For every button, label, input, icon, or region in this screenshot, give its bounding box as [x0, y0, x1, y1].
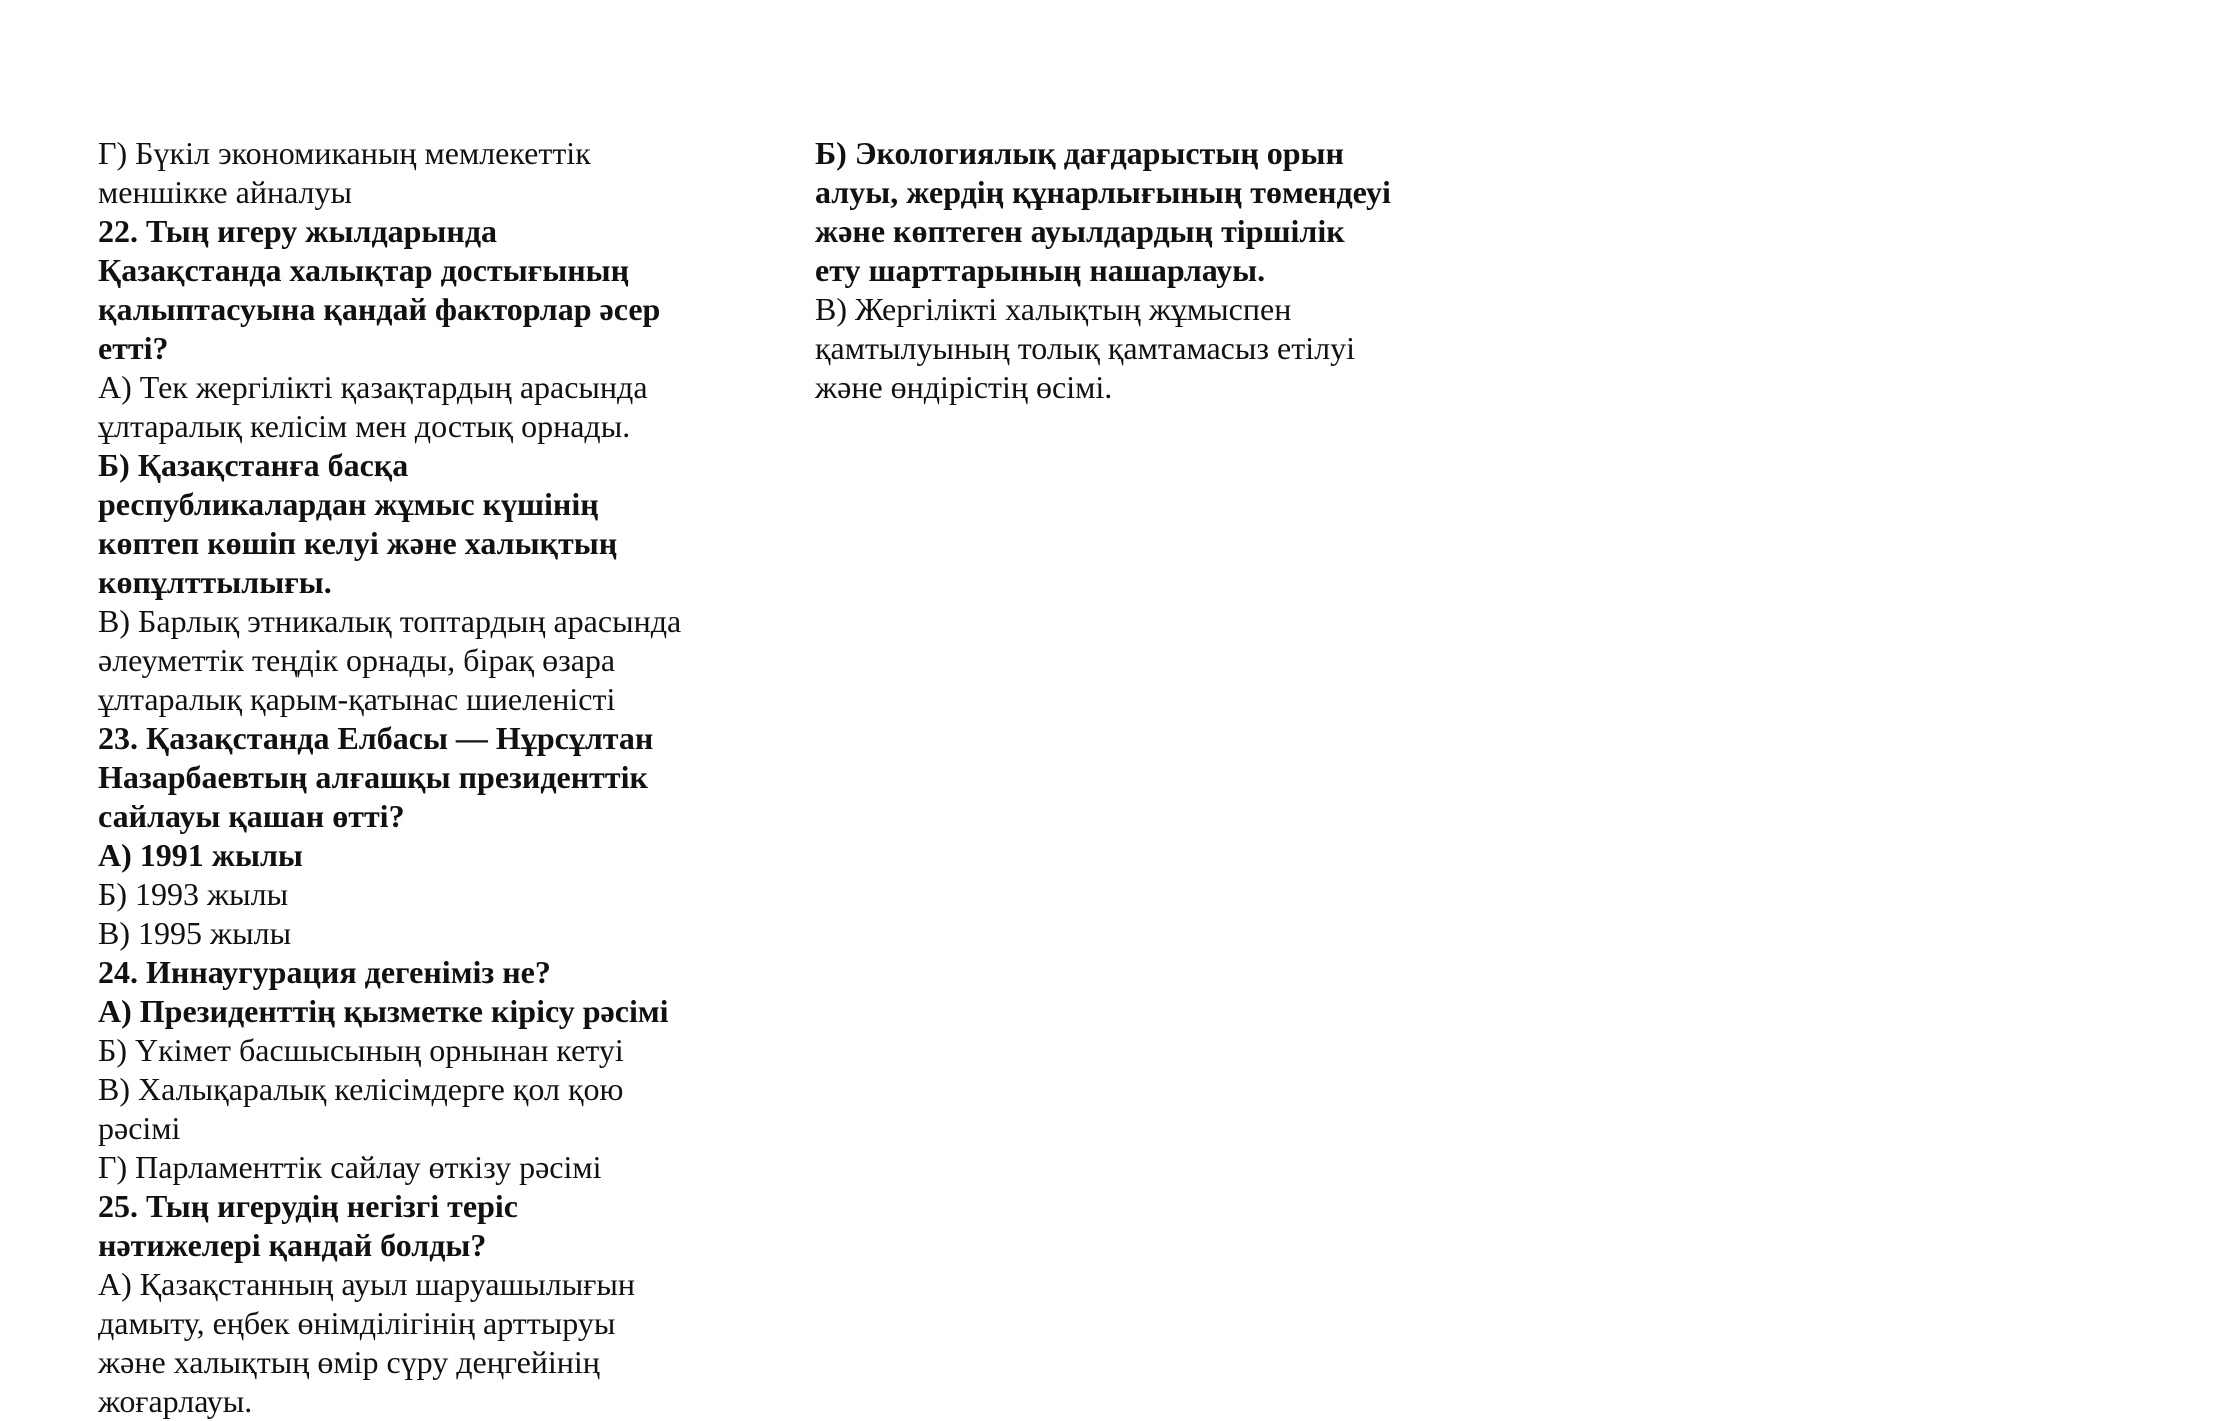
text-line: және көптеген ауылдардың тіршілік [815, 213, 1345, 249]
text-line: ету шарттарының нашарлауы. [815, 252, 1266, 288]
text-line: А) 1991 жылы [98, 837, 303, 873]
text-line: А) Президенттің қызметке кірісу рәсімі [98, 993, 669, 1029]
text-line: қалыптасуына қандай факторлар әсер [98, 291, 661, 327]
text-line: нәтижелері қандай болды? [98, 1227, 487, 1263]
text-line: 23. Қазақстанда Елбасы — Нұрсұлтан [98, 720, 654, 756]
text-line: көпұлттылығы. [98, 564, 332, 600]
text-line: сайлауы қашан өтті? [98, 798, 405, 834]
text-line: жоғарлауы. [98, 1383, 253, 1419]
text-line: рәсімі [98, 1110, 181, 1146]
text-line: Қазақстанда халықтар достығының [98, 252, 630, 288]
text-line: ұлтаралық келісім мен достық орнады. [98, 408, 631, 444]
text-line: Б) Қазақстанға басқа [98, 447, 409, 483]
text-line: Г) Парламенттік сайлау өткізу рәсімі [98, 1149, 602, 1185]
text-line: Б) Үкімет басшысының орнынан кетуі [98, 1032, 624, 1068]
text-line: қамтылуының толық қамтамасыз етілуі [815, 330, 1355, 366]
text-line: Б) Экологиялық дағдарыстың орын [815, 135, 1344, 171]
text-line: көптеп көшіп келуі және халықтың [98, 525, 618, 561]
text-line: А) Қазақстанның ауыл шаруашылығын [98, 1266, 635, 1302]
left-text-column [98, 134, 738, 1421]
text-line: әлеуметтік теңдік орнады, бірақ өзара [98, 642, 616, 678]
text-line: А) Тек жергілікті қазақтардың арасында [98, 369, 648, 405]
text-line: дамыту, еңбек өнімділігінің арттыруы [98, 1305, 616, 1341]
text-line: етті? [98, 330, 169, 366]
text-line: В) 1995 жылы [98, 915, 292, 951]
text-line: В) Жергілікті халықтың жұмыспен [815, 291, 1292, 327]
text-line: Г) Бүкіл экономиканың мемлекеттік [98, 135, 591, 171]
text-line: В) Барлық этникалық топтардың арасында [98, 603, 682, 639]
text-line: В) Халықаралық келісімдерге қол қою [98, 1071, 624, 1107]
text-line: 25. Тың игерудің негізгі теріс [98, 1188, 518, 1224]
text-line: Б) 1993 жылы [98, 876, 289, 912]
text-line: 24. Иннаугурация дегеніміз не? [98, 954, 551, 990]
text-line: алуы, жердің құнарлығының төмендеуі [815, 174, 1391, 210]
text-line: Назарбаевтың алғашқы президенттік [98, 759, 648, 795]
text-line: және өндірістің өсімі. [815, 369, 1113, 405]
text-line: меншікке айналуы [98, 174, 353, 210]
text-line: және халықтың өмір сүру деңгейінің [98, 1344, 600, 1380]
right-text-column [815, 134, 1455, 407]
text-line: ұлтаралық қарым-қатынас шиеленісті [98, 681, 616, 717]
text-line: республикалардан жұмыс күшінің [98, 486, 599, 522]
text-line: 22. Тың игеру жылдарында [98, 213, 498, 249]
